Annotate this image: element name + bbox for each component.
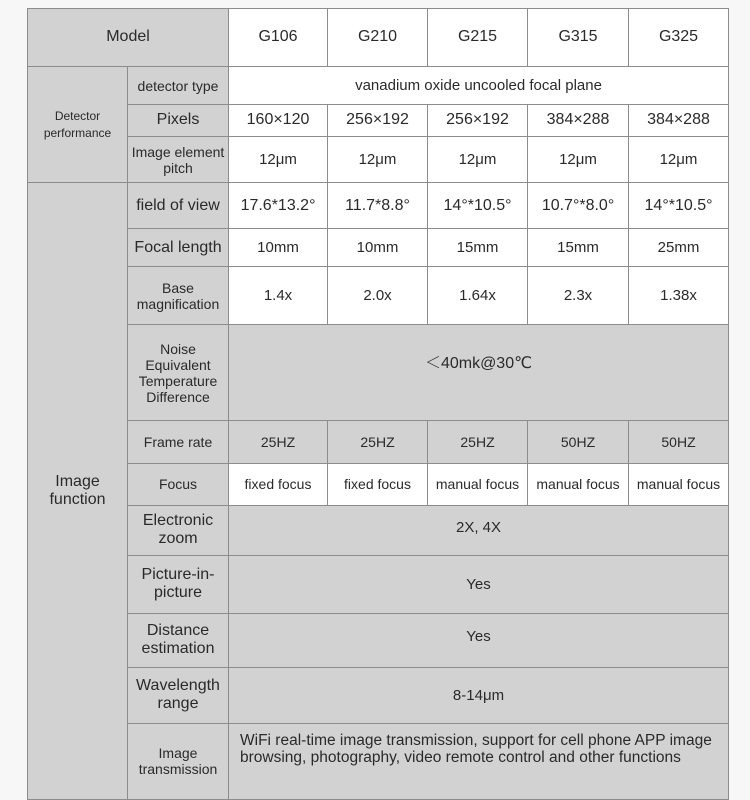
frame-g106: 25HZ (229, 421, 328, 463)
row-electronic-zoom (28, 505, 729, 555)
mag-g325: 1.38x (629, 267, 729, 325)
group-image-function: Image function (28, 183, 128, 800)
value-picture-in-picture: Yes (229, 555, 729, 613)
row-focus (28, 463, 729, 505)
fov-g210: 11.7*8.8° (328, 183, 428, 229)
label-pitch: Image element pitch (128, 137, 229, 183)
label-electronic-zoom: Electronic zoom (128, 505, 229, 555)
header-row (28, 9, 729, 67)
value-distance-estimation: Yes (229, 613, 729, 667)
pitch-g315: 12μm (528, 137, 629, 183)
frame-g215: 25HZ (428, 421, 528, 463)
pixels-g325: 384×288 (629, 105, 729, 137)
row-distance-estimation (28, 613, 729, 667)
row-detector-type (28, 67, 729, 105)
spec-table-container (27, 8, 728, 800)
model-g325: G325 (629, 9, 729, 67)
pitch-g210: 12μm (328, 137, 428, 183)
label-focal-length: Focal length (128, 229, 229, 267)
value-netd: ＜40mk@30℃ (229, 325, 729, 421)
label-frame-rate: Frame rate (128, 421, 229, 463)
focal-g315: 15mm (528, 229, 629, 267)
row-image-transmission (28, 723, 729, 799)
label-base-magnification: Base magnification (128, 267, 229, 325)
label-field-of-view: field of view (128, 183, 229, 229)
label-pixels: Pixels (128, 105, 229, 137)
row-pitch (28, 137, 729, 183)
model-g210: G210 (328, 9, 428, 67)
label-picture-in-picture: Picture-in-picture (128, 555, 229, 613)
focus-g315: manual focus (528, 463, 629, 505)
frame-g315: 50HZ (528, 421, 629, 463)
label-netd: Noise Equivalent Temperature Difference (128, 325, 229, 421)
focal-g325: 25mm (629, 229, 729, 267)
group-detector-performance: Detector performance (28, 67, 128, 183)
focal-g210: 10mm (328, 229, 428, 267)
row-base-magnification (28, 267, 729, 325)
mag-g315: 2.3x (528, 267, 629, 325)
model-header: Model (28, 9, 229, 67)
label-focus: Focus (128, 463, 229, 505)
model-g215: G215 (428, 9, 528, 67)
focus-g210: fixed focus (328, 463, 428, 505)
row-pixels (28, 105, 729, 137)
frame-g325: 50HZ (629, 421, 729, 463)
row-field-of-view (28, 183, 729, 229)
frame-g210: 25HZ (328, 421, 428, 463)
label-detector-type: detector type (128, 67, 229, 105)
fov-g315: 10.7°*8.0° (528, 183, 629, 229)
fov-g106: 17.6*13.2° (229, 183, 328, 229)
value-detector-type: vanadium oxide uncooled focal plane (229, 67, 729, 105)
row-netd (28, 325, 729, 421)
row-picture-in-picture (28, 555, 729, 613)
mag-g210: 2.0x (328, 267, 428, 325)
fov-g215: 14°*10.5° (428, 183, 528, 229)
row-focal-length (28, 229, 729, 267)
pixels-g106: 160×120 (229, 105, 328, 137)
pixels-g210: 256×192 (328, 105, 428, 137)
focus-g325: manual focus (629, 463, 729, 505)
row-wavelength-range (28, 667, 729, 723)
value-electronic-zoom: 2X, 4X (229, 505, 729, 555)
pitch-g215: 12μm (428, 137, 528, 183)
pitch-g106: 12μm (229, 137, 328, 183)
spec-table (27, 8, 729, 800)
focus-g215: manual focus (428, 463, 528, 505)
fov-g325: 14°*10.5° (629, 183, 729, 229)
focal-g106: 10mm (229, 229, 328, 267)
mag-g106: 1.4x (229, 267, 328, 325)
row-frame-rate (28, 421, 729, 463)
label-wavelength-range: Wavelength range (128, 667, 229, 723)
pixels-g315: 384×288 (528, 105, 629, 137)
pitch-g325: 12μm (629, 137, 729, 183)
focal-g215: 15mm (428, 229, 528, 267)
label-distance-estimation: Distance estimation (128, 613, 229, 667)
value-wavelength-range: 8-14μm (229, 667, 729, 723)
label-image-transmission: Image transmission (128, 723, 229, 799)
model-g106: G106 (229, 9, 328, 67)
pixels-g215: 256×192 (428, 105, 528, 137)
model-g315: G315 (528, 9, 629, 67)
mag-g215: 1.64x (428, 267, 528, 325)
focus-g106: fixed focus (229, 463, 328, 505)
value-image-transmission: WiFi real-time image transmission, support for cell phone APP image browsing, photography, video remote control and other functions (229, 723, 729, 799)
